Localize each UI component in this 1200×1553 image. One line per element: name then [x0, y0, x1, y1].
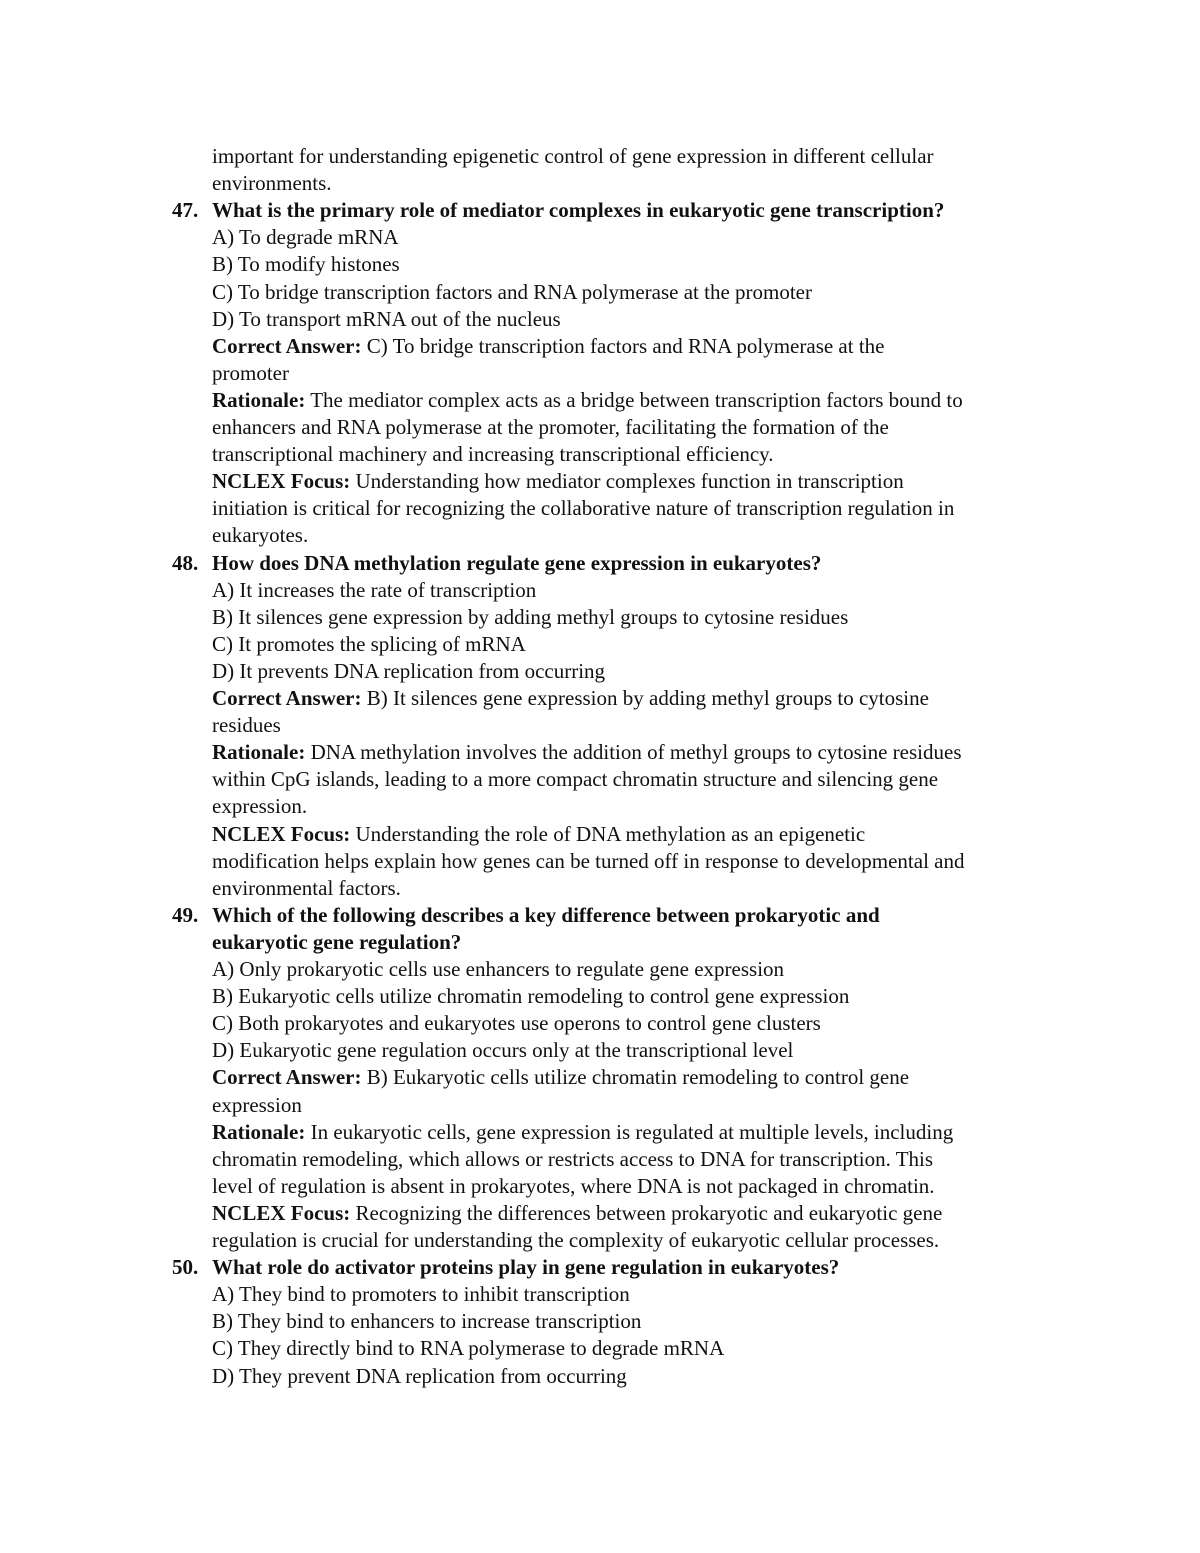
correct-answer: [212, 1064, 909, 1090]
answer-option: B) Eukaryotic cells utilize chromatin remodeling to control gene expression: [212, 984, 850, 1009]
nclex-focus-label: NCLEX Focus:: [212, 469, 351, 494]
nclex-focus-continued: environmental factors.: [212, 875, 401, 900]
nclex-focus: [212, 821, 865, 847]
nclex-focus: [212, 468, 904, 494]
answer-option: A) To degrade mRNA: [212, 225, 399, 250]
answer-option: B) They bind to enhancers to increase transcription: [212, 1309, 642, 1334]
answer-option: A) They bind to promoters to inhibit transcription: [212, 1282, 630, 1307]
rationale-text: DNA methylation involves the addition of methyl groups to cytosine residues: [305, 740, 962, 765]
answer-option: B) To modify histones: [212, 252, 400, 277]
question-text: Which of the following describes a key difference between prokaryotic and: [212, 902, 880, 927]
nclex-focus-text: Understanding how mediator complexes function in transcription: [350, 469, 904, 494]
answer-option: D) To transport mRNA out of the nucleus: [212, 306, 561, 331]
rationale-text: In eukaryotic cells, gene expression is regulated at multiple levels, including: [305, 1119, 954, 1144]
answer-option: A) It increases the rate of transcription: [212, 577, 537, 602]
question-number: 50.: [172, 1255, 199, 1280]
correct-answer-label: Correct Answer:: [212, 1065, 362, 1090]
question-text: What role do activator proteins play in gene regulation in eukaryotes?: [212, 1255, 840, 1280]
nclex-focus-label: NCLEX Focus:: [212, 821, 351, 846]
correct-answer-continued: residues: [212, 713, 281, 738]
rationale-continued: expression.: [212, 794, 308, 819]
nclex-focus-text: Understanding the role of DNA methylation as an epigenetic: [350, 821, 866, 846]
correct-answer-label: Correct Answer:: [212, 686, 362, 710]
rationale-continued: chromatin remodeling, which allows or restricts access to DNA for transcription. This: [212, 1146, 934, 1171]
correct-answer: [212, 685, 929, 711]
answer-option: D) It prevents DNA replication from occurring: [212, 658, 606, 683]
rationale-label: Rationale:: [212, 1119, 306, 1144]
question-number: 48.: [172, 550, 199, 575]
rationale-label: Rationale:: [212, 387, 306, 412]
rationale-continued: level of regulation is absent in prokaryotes, where DNA is not packaged in chromatin.: [212, 1173, 935, 1198]
answer-option: C) It promotes the splicing of mRNA: [212, 631, 526, 656]
correct-answer-text: B) Eukaryotic cells utilize chromatin remodeling to control gene: [361, 1065, 910, 1090]
question-text: What is the primary role of mediator complexes in eukaryotic gene transcription?: [212, 198, 945, 223]
nclex-focus-continued: regulation is crucial for understanding the complexity of eukaryotic cellular processes.: [212, 1228, 940, 1252]
nclex-focus-label: NCLEX Focus:: [212, 1200, 351, 1225]
rationale: [212, 739, 962, 765]
answer-option: C) To bridge transcription factors and RNA polymerase at the promoter: [212, 279, 812, 304]
answer-option: C) They directly bind to RNA polymerase to degrade mRNA: [212, 1336, 725, 1361]
correct-answer-continued: promoter: [212, 360, 289, 385]
nclex-focus-continued: eukaryotes.: [212, 523, 309, 548]
correct-answer-continued: expression: [212, 1092, 302, 1117]
question-number: 47.: [172, 198, 199, 223]
nclex-focus-text: Recognizing the differences between prokaryotic and eukaryotic gene: [350, 1200, 943, 1225]
correct-answer: [212, 333, 885, 359]
answer-option: C) Both prokaryotes and eukaryotes use operons to control gene clusters: [212, 1011, 821, 1036]
correct-answer-text: C) To bridge transcription factors and RNA polymerase at the: [361, 333, 885, 358]
nclex-focus-continued: modification helps explain how genes can be turned off in response to developmental and: [212, 848, 965, 873]
question-text: eukaryotic gene regulation?: [212, 929, 462, 954]
rationale: [212, 1119, 953, 1145]
question-number: 49.: [172, 902, 199, 927]
question-text: How does DNA methylation regulate gene expression in eukaryotes?: [212, 550, 822, 575]
rationale-continued: enhancers and RNA polymerase at the promoter, facilitating the formation of the: [212, 415, 889, 439]
answer-option: D) They prevent DNA replication from occurring: [212, 1363, 627, 1388]
nclex-focus-continued: initiation is critical for recognizing the collaborative nature of transcription regulation in: [212, 496, 955, 521]
rationale-text: The mediator complex acts as a bridge between transcription factors bound to: [305, 387, 963, 412]
answer-option: D) Eukaryotic gene regulation occurs only at the transcriptional level: [212, 1038, 794, 1063]
rationale: [212, 387, 963, 413]
answer-option: A) Only prokaryotic cells use enhancers to regulate gene expression: [212, 957, 785, 981]
continuation-line: environments.: [212, 171, 332, 196]
correct-answer-label: Correct Answer:: [212, 333, 362, 358]
continuation-line: important for understanding epigenetic control of gene expression in different cellular: [212, 144, 934, 168]
nclex-focus: [212, 1200, 942, 1226]
rationale-continued: within CpG islands, leading to a more compact chromatin structure and silencing gene: [212, 767, 939, 792]
rationale-label: Rationale:: [212, 740, 306, 765]
answer-option: B) It silences gene expression by adding methyl groups to cytosine residues: [212, 604, 849, 629]
rationale-continued: transcriptional machinery and increasing transcriptional efficiency.: [212, 442, 774, 467]
correct-answer-text: B) It silences gene expression by adding methyl groups to cytosine: [361, 686, 929, 710]
